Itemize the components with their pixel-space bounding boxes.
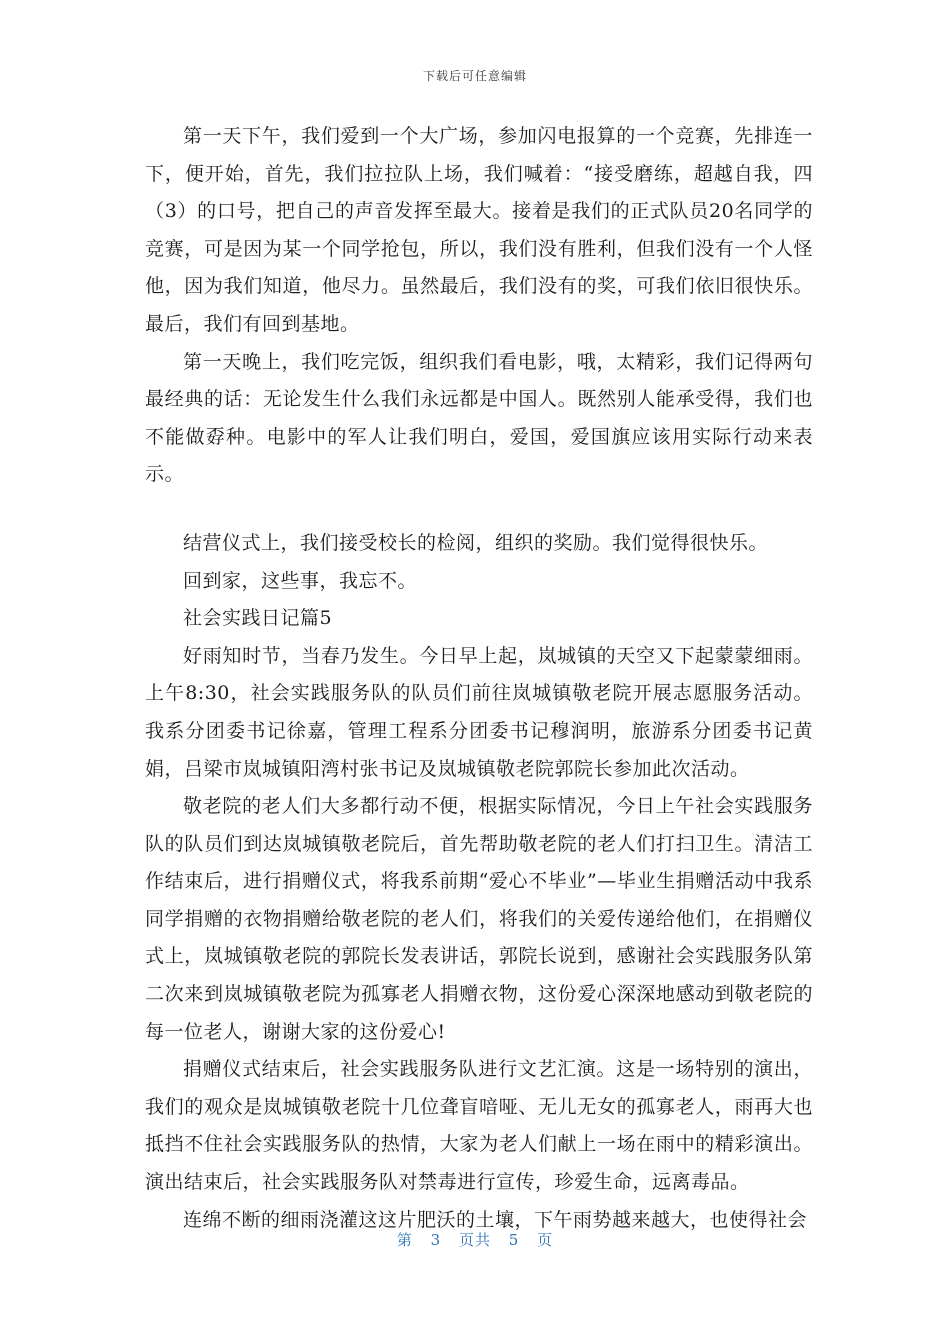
footer-label-after: 页 — [537, 1231, 554, 1249]
current-page-number: 3 — [430, 1231, 442, 1249]
paragraph: 捐赠仪式结束后，社会实践服务队进行文艺汇演。这是一场特别的演出，我们的观众是岚城镇敬老院十几位聋盲喑哑、无儿无女的孤寡老人，雨再大也抵挡不住社会实践服务队的热情，大家为老人们献上一场在雨中的精彩演出。演出结束后，社会实践服务队对禁毒进行宣传，珍爱生命，远离毒品。 — [145, 1058, 813, 1194]
document-body — [145, 118, 813, 1239]
paragraph: 第一天下午，我们爱到一个大广场，参加闪电报算的一个竞赛，先排连一下，便开始，首先，我们拉拉队上场，我们喊着：“接受磨练，超越自我，四（3）的口号，把自己的声音发挥至最大。接着是我们的正式队员20名同学的竞赛，可是因为某一个同学抢包，所以，我们没有胜利，但我们没有一个人怪他，因为我们知道，他尽力。虽然最后，我们没有的奖，可我们依旧很快乐。最后，我们有回到基地。 — [145, 125, 813, 335]
paragraph: 结营仪式上，我们接受校长的检阅，组织的奖励。我们觉得很快乐。 — [183, 531, 769, 554]
total-pages-number: 5 — [508, 1231, 520, 1249]
section-title: 社会实践日记篇5 — [183, 607, 333, 630]
paragraph: 第一天晚上，我们吃完饭，组织我们看电影，哦，太精彩，我们记得两句最经典的话：无论发生什么我们永远都是中国人。既然别人能承受得，我们也不能做孬种。电影中的军人让我们明白，爱国，爱国旗应该用实际行动来表示。 — [145, 350, 813, 486]
page-footer — [0, 1229, 950, 1250]
paragraph: 敬老院的老人们大多都行动不便，根据实际情况，今日上午社会实践服务队的队员们到达岚城镇敬老院后，首先帮助敬老院的老人们打扫卫生。清洁工作结束后，进行捐赠仪式，将我系前期“爱心不毕业”—毕业生捐赠活动中我系同学捐赠的衣物捐赠给敬老院的老人们，将我们的关爱传递给他们，在捐赠仪式上，岚城镇敬老院的郭院长发表讲话，郭院长说到，感谢社会实践服务队第二次来到岚城镇敬老院为孤寡老人捐赠衣物，这份爱心深深地感动到敬老院的每一位老人，谢谢大家的这份爱心! — [145, 795, 813, 1043]
paragraph: 回到家，这些事，我忘不。 — [183, 569, 418, 592]
paragraph: 好雨知时节，当春乃发生。今日早上起，岚城镇的天空又下起蒙蒙细雨。上午8:30，社会实践服务队的队员们前往岚城镇敬老院开展志愿服务活动。我系分团委书记徐嘉，管理工程系分团委书记穆润明，旅游系分团委书记黄娟，吕梁市岚城镇阳湾村张书记及岚城镇敬老院郭院长参加此次活动。 — [145, 644, 813, 780]
page-header: 下载后可任意编辑 — [422, 69, 527, 83]
paragraph: 连绵不断的细雨浇灌这这片肥沃的土壤，下午雨势越来越大，也使得社会 — [183, 1208, 808, 1231]
footer-label-middle: 页共 — [458, 1231, 491, 1249]
paragraph-gap — [145, 494, 813, 525]
footer-label-before: 第 — [396, 1231, 413, 1249]
